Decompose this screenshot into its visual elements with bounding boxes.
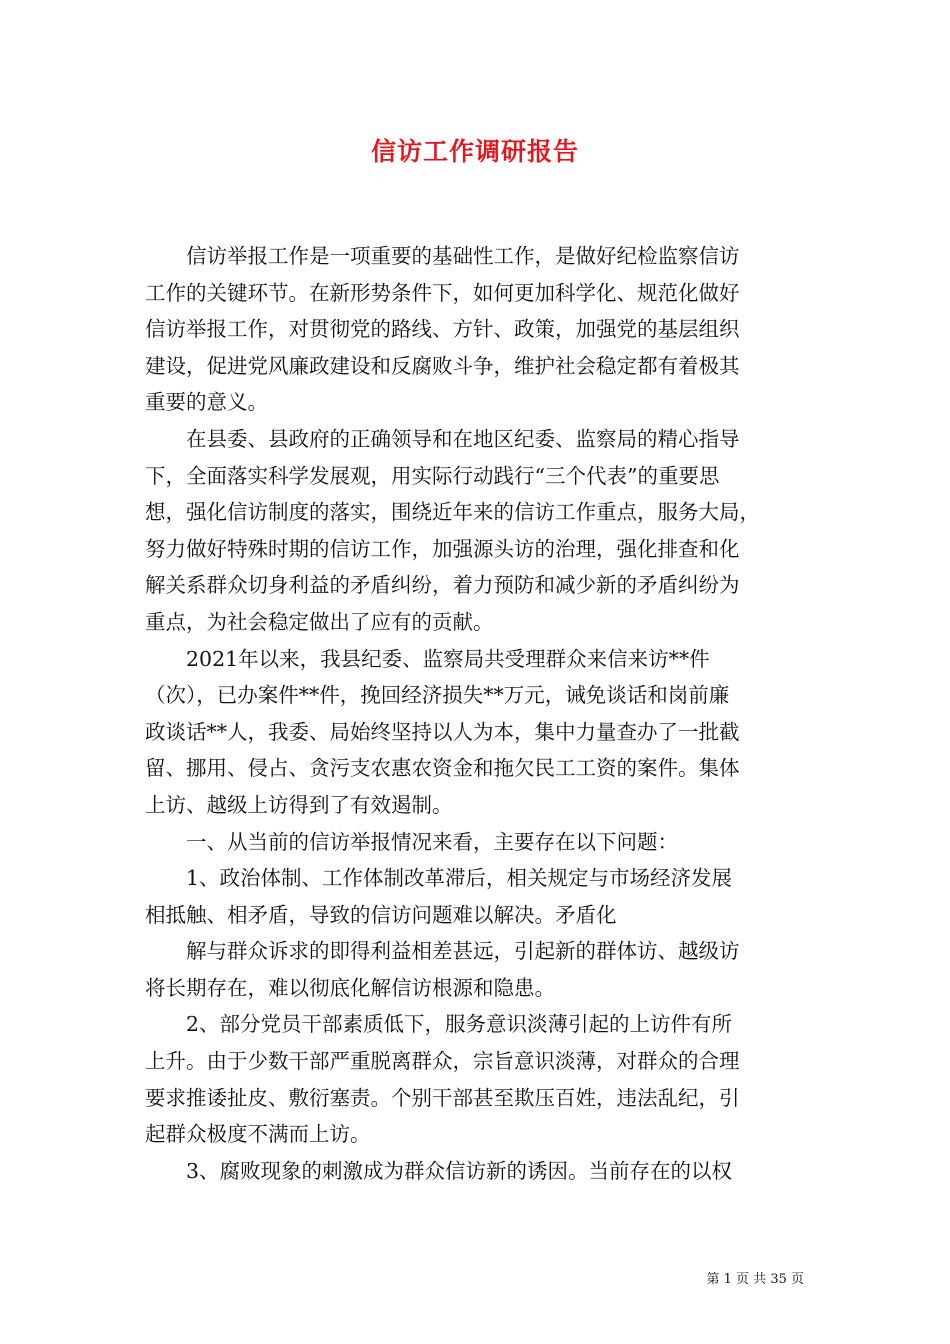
- body-line: 解关系群众切身利益的矛盾纠纷，着力预防和减少新的矛盾纠纷为: [145, 573, 740, 598]
- body-line: 留、挪用、侵占、贪污支农惠农资金和拖欠民工工资的案件。集体: [145, 756, 740, 781]
- body-line: 信访举报工作是一项重要的基础性工作，是做好纪检监察信访: [145, 244, 740, 268]
- document-body: [145, 238, 810, 1189]
- body-line: 2、部分党员干部素质低下，服务意识淡薄引起的上访件有所: [145, 1012, 733, 1037]
- body-line: 想，强化信访制度的落实，围绕近年来的信访工作重点，服务大局，: [145, 500, 760, 525]
- body-line: 信访举报工作，对贯彻党的路线、方针、政策，加强党的基层组织: [145, 317, 740, 342]
- body-line: 3、腐败现象的刺激成为群众信访新的诱因。当前存在的以权: [145, 1158, 733, 1183]
- body-line: 重点，为社会稳定做出了应有的贡献。: [145, 609, 494, 634]
- body-line: 一、从当前的信访举报情况来看，主要存在以下问题：: [145, 829, 678, 854]
- body-line: 上访、越级上访得到了有效遏制。: [145, 792, 453, 817]
- body-line: 在县委、县政府的正确领导和在地区纪委、监察局的精心指导: [145, 426, 740, 451]
- body-line: 1、政治体制、工作体制改革滞后，相关规定与市场经济发展: [145, 866, 733, 891]
- body-line: 政谈话**人，我委、局始终坚持以人为本，集中力量查办了一批截: [145, 719, 740, 744]
- body-line: 工作的关键环节。在新形势条件下，如何更加科学化、规范化做好: [145, 280, 740, 305]
- body-line: 起群众极度不满而上访。: [145, 1122, 371, 1147]
- body-line: 将长期存在，难以彻底化解信访根源和隐患。: [145, 975, 555, 1000]
- body-line: 重要的意义。: [145, 390, 268, 415]
- body-line: 建设，促进党风廉政建设和反腐败斗争，维护社会稳定都有着极其: [145, 353, 740, 378]
- body-line: 下，全面落实科学发展观，用实际行动践行“三个代表”的重要思: [145, 463, 720, 488]
- body-line: （次），已办案件**件，挽回经济损失**万元，诫免谈话和岗前廉: [145, 683, 730, 708]
- body-line: 努力做好特殊时期的信访工作，加强源头访的治理，强化排查和化: [145, 536, 740, 561]
- body-line: 2021年以来，我县纪委、监察局共受理群众来信来访**件: [145, 646, 710, 671]
- page-footer: 第 1 页 共 35 页: [706, 1272, 804, 1287]
- document-title: 信访工作调研报告: [370, 137, 579, 166]
- body-line: 相抵触、相矛盾，导致的信访问题难以解决。矛盾化: [145, 902, 617, 927]
- body-line: 上升。由于少数干部严重脱离群众，宗旨意识淡薄，对群众的合理: [145, 1049, 740, 1074]
- body-line: 要求推诿扯皮、敷衍塞责。个别干部甚至欺压百姓，违法乱纪，引: [145, 1085, 740, 1110]
- body-line: 解与群众诉求的即得利益相差甚远，引起新的群体访、越级访: [145, 939, 740, 964]
